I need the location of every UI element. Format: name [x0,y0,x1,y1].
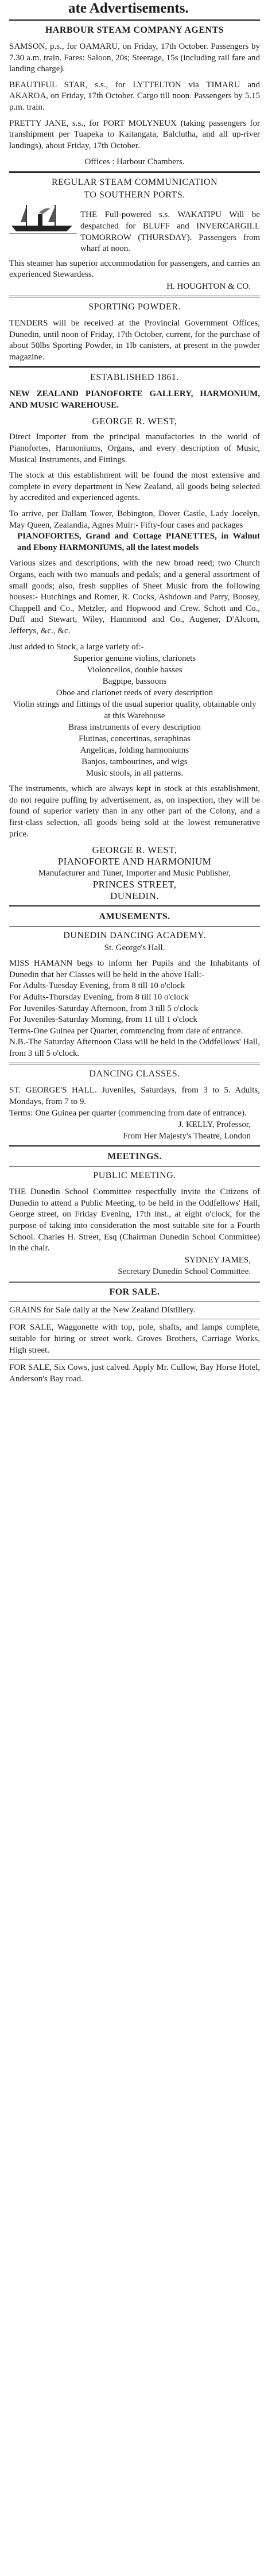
meeting-body: THE Dunedin School Committee respectfully invite the Citizens of Dunedin to attend a Public Meeting, to be held in the Oddfellows' Hall, George street, on Friday Evening, 17th inst., at eight o'clock, for the purpose of taking into consideration the most suitable site for a Fourth School. Charles H. Street, Esq (Chairman Dunedin School Committee) in the chair. [9,1187,260,1253]
harbour-offices: Offices : Harbour Chambers. [84,157,185,167]
pianoforte-title: NEW ZEALAND PIANOFORTE GALLERY, HARMONIUM, AND MUSIC WAREHOUSE. [9,389,260,410]
page-header: ate Advertisements. [68,1,189,16]
beautiful-star-notice: BEAUTIFUL STAR, s.s., for LYTTELTON via TIMARU and AKAROA, on Friday, 17th October. Cargo till noon. Passengers by 5.15 p.m. train. [9,80,260,112]
divider [9,1281,260,1283]
for-sale-section [9,1286,260,1385]
list-item: Superior genuine violins, clarionets [73,654,196,664]
pianoforte-p6: Just added to Stock, a large variety of:- [9,642,144,652]
academy-p6: Terms-One Guinea per Quarter, commencing from date of entrance. [9,1026,243,1036]
dancing-title: DANCING CLASSES. [89,1069,180,1079]
list-item: Angelicas, folding harmoniums [80,746,189,756]
footer-name: GEORGE R. WEST, [92,845,177,856]
waggonette-notice: FOR SALE, Waggonette with top, pole, shafts, and lamps complete, suitable for hiring or street work. Groves Brothers, Carriage Works, High street. [9,1323,260,1355]
harbour-steam-ad [9,24,260,168]
list-item: Brass instruments of every description [68,723,201,733]
footer-title: PIANOFORTE AND HARMONIUM [57,856,212,867]
academy-p3: For Adults-Thursday Evening, from 8 till 10 o'clock [9,992,189,1002]
pianoforte-p4: PIANOFORTES, Grand and Cottage PIANETTES, in Walnut and Ebony HARMONIUMS, all the latest models [17,532,260,552]
divider [9,926,260,927]
harbour-title: HARBOUR STEAM COMPANY AGENTS [45,25,224,35]
sporting-powder-ad [9,301,260,363]
powder-body: TENDERS will be received at the Provincial Government Offices, Dunedin, until noon of Friday, 17th October, current, for the purchase of about 50lbs Sporting Powder, in 1lb canisters, at present in the powder magazine. [9,318,260,362]
meeting-sign-1: SYDNEY JAMES, [184,1255,251,1265]
powder-title: SPORTING POWDER. [88,301,181,312]
meetings-title: MEETINGS. [107,1152,162,1162]
divider [9,905,260,907]
pianoforte-p5: Various sizes and descriptions, with the new broad reed; two Church Organs, each with two manuals and pedals; and a general assortment of small goods; also, fresh supplies of Sheet Music from the following houses:- Hutchings and Romer, R. Cocks, Ashdown and Parry, Boosey, Chappell and Co., Metzler, and Hopwood and Crew. Schott and Co., Duff and Stewart, Wiley, Hammond and Co., Augener, D'Alcorn, Jefferys, &c., &c. [9,559,260,636]
regular-steam-ad [9,176,260,292]
academy-p7: N.B.-The Saturday Afternoon Class will be held in the Oddfellows' Hall, from 3 till 5 o'clock. [9,1037,260,1058]
academy-p1: MISS HAMANN begs to inform her Pupils and the Inhabitants of Dunedin that her Classes will be held in the above Hall:- [9,959,260,979]
list-item: Oboe and clarionet reeds of every description [56,688,213,698]
dancing-p2: Terms: One Guinea per quarter (commencing from date of entrance). [9,1108,247,1118]
dancing-classes-ad [9,1068,260,1142]
footer-address: PRINCES STREET, [92,879,177,890]
public-meeting-title: PUBLIC MEETING. [93,1171,176,1181]
academy-p4: For Juveniles-Saturday Afternoon, from 3 till 5 o'clock [9,1004,199,1013]
amusements-section [9,911,260,1059]
meeting-sign-2: Secretary Dunedin School Committee. [118,1266,251,1276]
meetings-section [9,1151,260,1277]
divider [9,296,260,297]
list-item: Flutinas, concertinas, seraphinas [79,734,191,744]
list-item: Music stools, in all patterns. [86,769,184,778]
nz-pianoforte-ad [9,371,260,902]
instrument-list [9,653,260,779]
regular-sign: H. HOUGHTON & CO. [166,281,251,291]
dancing-sign-2: From Her Majesty's Theatre, London [123,1132,251,1141]
george-west-name: GEORGE R. WEST, [92,416,177,427]
divider [9,366,260,368]
pianoforte-p1: Direct Importer from the principal manufactories in the world of Pianofortes, Harmoniums, Organs, and every description of Music, Musical Instruments, and Fittings. [9,432,260,464]
footer-city: DUNEDIN. [110,890,159,902]
list-item: Violin strings and fittings of the usual superior quality, obtainable only at this Warehouse [13,700,257,721]
divider [9,1166,260,1167]
cows-notice: FOR SALE, Six Cows, just calved. Apply Mr. Cullow, Bay Horse Hotel, Anderson's Bay road. [9,1363,260,1384]
academy-hall: St. George's Hall. [104,943,165,953]
academy-p2: For Adults-Tuesday Evening, from 8 till 10 o'clock [9,981,185,991]
academy-p5: For Juveniles-Saturday Morning, from 11 till 1 o'clock [9,1015,197,1025]
divider [9,1063,260,1064]
divider [9,19,260,21]
pianoforte-p2: The stock at this establishment will be found the most extensive and complete in every department in New Zealand, all goods being selected by accredited and experienced agents. [9,471,260,503]
steamship-icon [9,202,77,236]
divider [9,1301,260,1302]
divider [9,171,260,173]
established-line: ESTABLISHED 1861. [90,373,179,383]
samson-notice: SAMSON, p.s., for OAMARU, on Friday, 17th October. Passengers by 7.30 a.m. train. Fares: Saloon, 20s; Steerage, 15s (including rail fare and landing charge). [9,42,260,74]
amusements-title: AMUSEMENTS. [99,912,170,922]
pianoforte-p7: The instruments, which are always kept in stock at this establishment, do not require puffing by advertisement, as, on inspection, they will be found of superior variety than in any other part of the Colony, and a first-class selection, all goods being sold at the lowest remunerative price. [9,784,260,839]
stewardess-note: This steamer has superior accommodation for passengers, and carries an experienced Stewardess. [9,258,260,280]
list-item: Banjos, tambourines, and wigs [81,757,188,767]
regular-title-2: TO SOUTHERN PORTS. [84,190,185,200]
divider [9,1145,260,1147]
list-item: Violoncellos, double basses [87,665,182,675]
for-sale-title: FOR SALE. [109,1287,160,1297]
grains-notice: GRAINS for Sale daily at the New Zealand Distillery. [9,1305,196,1315]
wakatipu-notice: THE Full-powered s.s. WAKATIPU Will be despatched for BLUFF and INVERCARGILL TOMORROW (THURSDAY). Passengers from wharf at noon. [80,210,260,254]
list-item: Bagpipe, bassoons [102,677,167,687]
regular-title-1: REGULAR STEAM COMMUNICATION [51,177,218,188]
pianoforte-p3: To arrive, per Dallam Tower, Bebington, Dover Castle, Lady Jocelyn, May Queen, Zealandia, Agnes Muir:- Fifty-four cases and packages [9,509,260,530]
pretty-jane-notice: PRETTY JANE, s.s., for PORT MOLYNEUX (taking passengers for transhipment per Tuapeka to Kaitangata, Balclutha, and all up-river landings), about Friday, 17th October. [9,118,260,150]
dancing-sign-1: J. KELLY, Professor, [178,1120,251,1130]
footer-sub: Manufacturer and Tuner, Importer and Music Publisher, [38,869,231,878]
dancing-p1: ST. GEORGE'S HALL. Juveniles, Saturdays, from 3 to 5. Adults, Mondays, from 7 to 9. [9,1086,260,1107]
academy-title: DUNEDIN DANCING ACADEMY. [63,931,206,941]
